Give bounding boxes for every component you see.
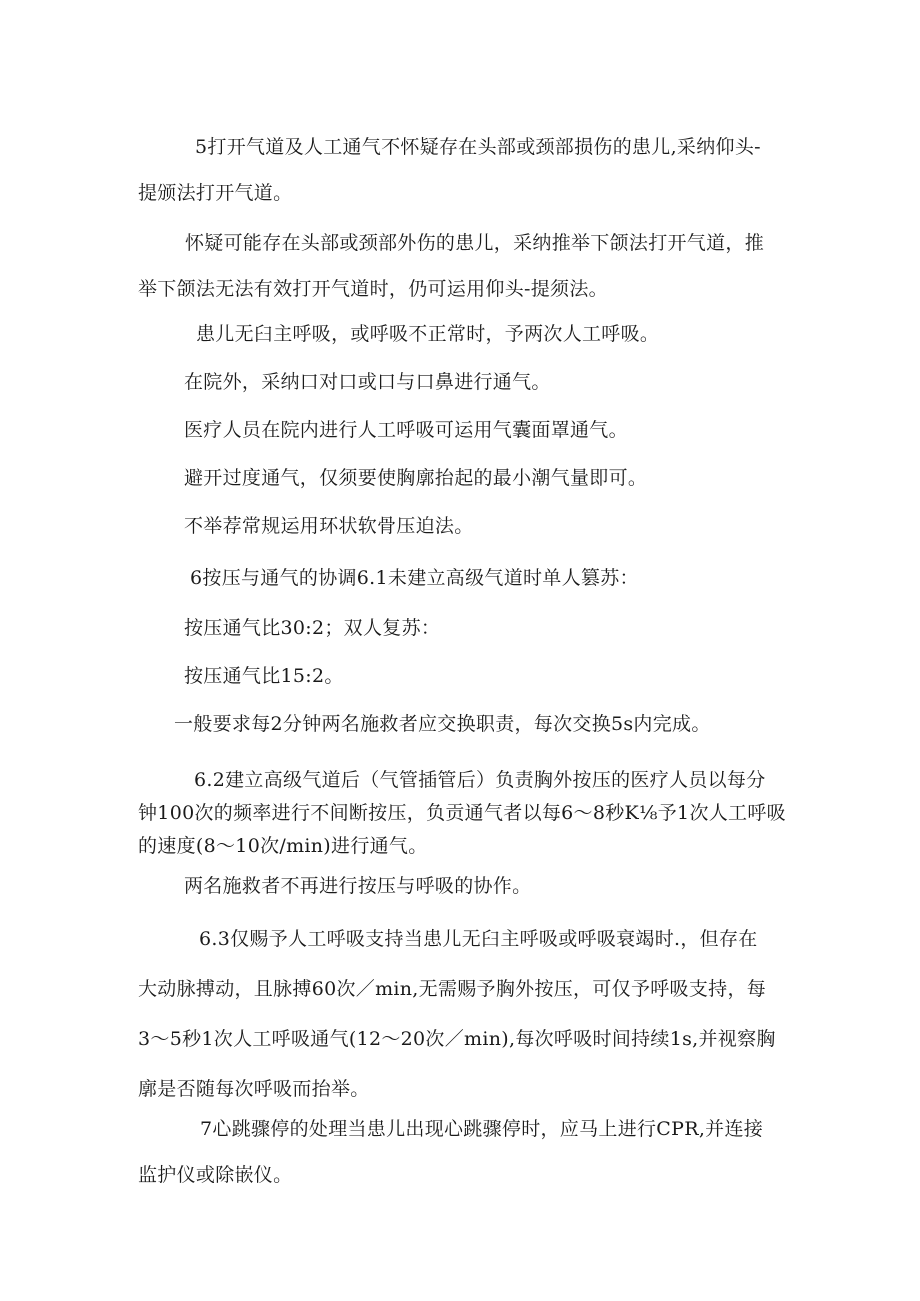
text-line: 廓是否随每次呼吸而抬举。 [138,1078,370,1100]
text-line: 提颁法打开气道。 [138,182,293,204]
text-line: 大动脉搏动，且脉搏60次／min,无需赐予胸外按压，可仅予呼吸支持，每 [138,978,767,1000]
paragraph-airway [138,124,788,216]
text-line: 举下颌法无法有效打开气道时，仍可运用仰头-提须法。 [138,278,608,300]
text-line: 一般要求每2分钟两名施救者应交换职责，每次交换5s内完成。 [174,713,711,735]
text-line: 监护仪或除嵌仪。 [138,1164,293,1186]
paragraph-section-6 [138,562,788,594]
text-line: 的速度(8～10次/min)进行通气。 [138,835,428,857]
text-line: 按压通气比15:2。 [184,665,344,687]
paragraph-cricoid [138,510,788,542]
text-line: 钟100次的频率进行不间断按压，负贡通气者以每6～8秒K⅛予1次人工呼吸 [138,802,786,824]
text-line: 患儿无臼主呼吸，或呼吸不正常时，予两次人工呼吸。 [196,323,660,345]
paragraph-ratio-15-2 [138,660,788,692]
text-line: 在院外，采纳口对口或口与口鼻进行通气。 [184,371,551,393]
text-line: 6按压与通气的协调6.1未建立高级气道时单人篡苏： [190,567,639,589]
text-line: 不举荐常规运用环状软骨压迫法。 [184,515,474,537]
text-line: 怀疑可能存在头部或颈部外伤的患儿，采纳推举下颌法打开气道，推 [185,232,765,254]
paragraph-ratio-30-2 [138,612,788,644]
paragraph-rescue-breaths [138,318,788,350]
text-line: 5打开气道及人工通气不怀疑存在头部或颈部损伤的患儿,采纳仰头- [195,136,761,158]
text-line: 6.2建立高级气道后（气管插管后）负责胸外按压的医疗人员以每分 [194,769,766,791]
text-line: 两名施救者不再进行按压与呼吸的协作。 [184,875,532,897]
paragraph-out-of-hospital [138,366,788,398]
paragraph-no-coordination [138,870,788,902]
text-line: 7心跳骤停的处理当患儿出现心跳骤停时，应马上进行CPR,并连接 [200,1118,764,1140]
text-line: 避开过度通气，仅须要使胸廓抬起的最小潮气量即可。 [184,467,648,489]
paragraph-section-6-2 [138,764,788,863]
text-line: 6.3仅赐予人工呼吸支持当患儿无臼主呼吸或呼吸衰竭时.，但存在 [199,928,758,950]
text-line: 按压通气比30:2；双人复苏： [184,617,441,639]
paragraph-bag-mask [138,414,788,446]
paragraph-jaw-thrust [138,220,788,312]
paragraph-section-7 [138,1106,788,1198]
paragraph-section-6-3 [138,914,788,1114]
text-line: 医疗人员在院内进行人工呼吸可运用气囊面罩通气。 [184,419,628,441]
paragraph-role-switch [138,708,788,740]
text-line: 3～5秒1次人工呼吸通气(12～20次／min),每次呼吸时间持续1s,并视察胸 [138,1028,776,1050]
paragraph-avoid-hyperventilation [138,462,788,494]
